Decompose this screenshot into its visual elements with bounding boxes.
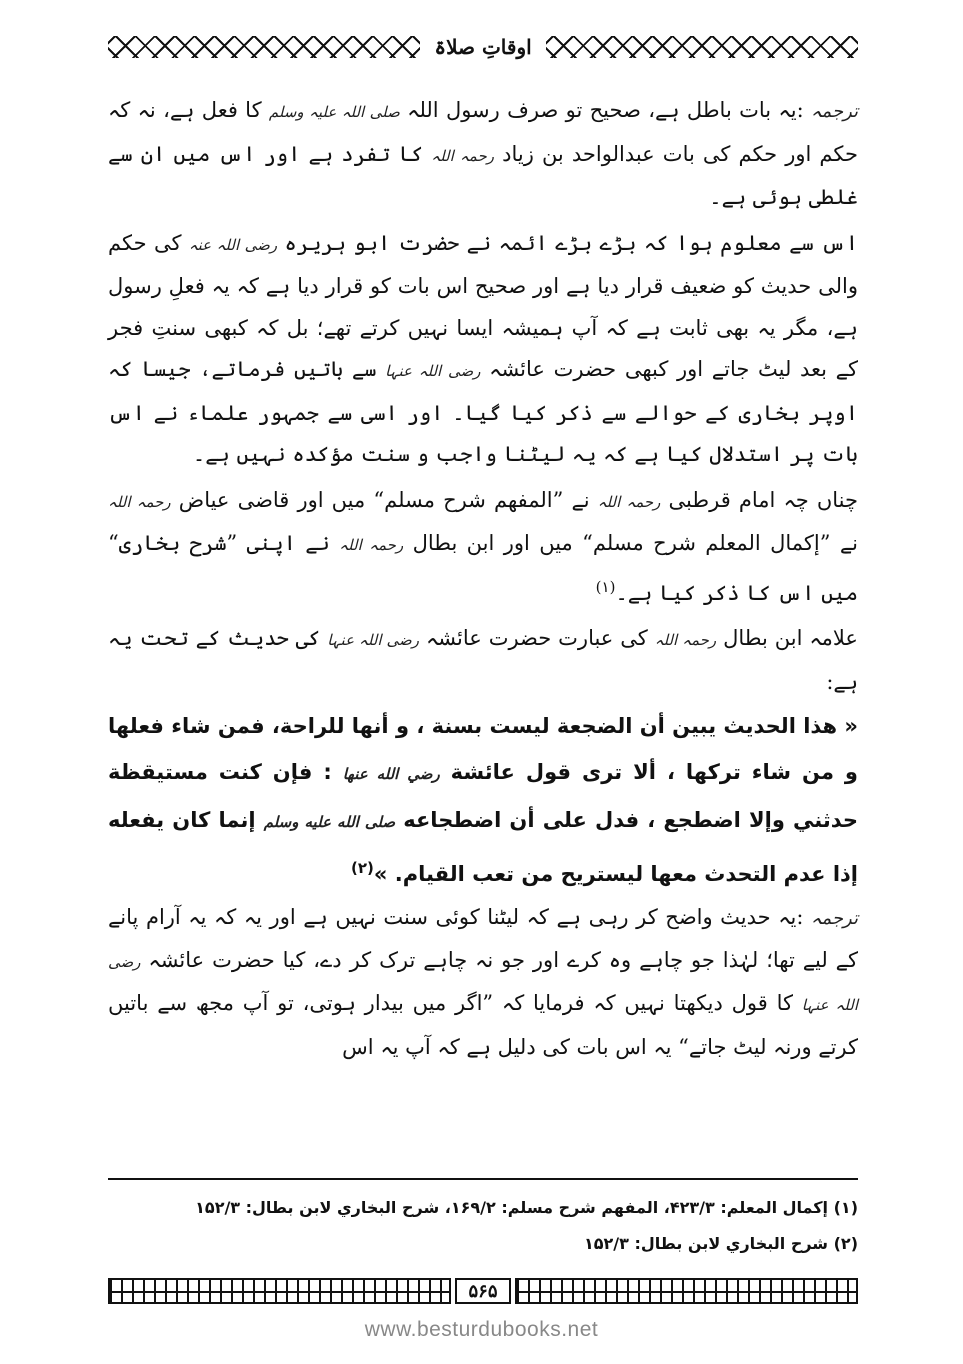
footnotes (108, 1190, 858, 1262)
honorific: رضی اللہ عنہا (385, 362, 481, 380)
footnote-ref-2[interactable]: (۲) (351, 859, 374, 877)
footer-ornament-right (515, 1278, 858, 1304)
paragraph-3: چناں چہ امام قرطبی رحمہ اللہ نے ”المفهم شرح مسلم“ میں اور قاضی عیاض رحمہ اللہ نے ”إكمال المعلم شرح مسلم“ میں اور ابن بطال رحمہ اللہ نے اپنی ”شرح بخاری“ میں اس کا ذکر کیا ہے۔$^{(۱)}$ (108, 487, 858, 605)
paragraph-translation-2: ترجمہ :یہ حدیث واضح کر رہی ہے کہ لیٹنا کوئی سنت نہیں ہے اور یہ کہ یہ آرام پانے کے لیے تھا؛ لہٰذا جو چاہے وہ کرے اور جو نہ چاہے ترک کر دے، کیا حضرت عائشہ رضی اللہ عنہا کا قول دیکھتا نہیں کہ فرمایا کہ ”اگر میں بیدار ہوتی، تو آپ مجھ سے باتیں کرتے ورنہ لیٹ جاتے“ یہ اس بات کی دلیل ہے کہ آپ یہ اس (108, 905, 858, 1059)
page-header (108, 30, 858, 64)
paragraph-translation-1: ترجمہ :یہ بات باطل ہے، صحیح تو صرف رسول اللہ صلی اللہ علیہ وسلم کا فعل ہے، نہ کہ حکم اور حکم کی بات عبدالواحد بن زیاد رحمہ اللہ کا تفرد ہے اور اس میں ان سے غلطی ہوئی ہے۔ (108, 98, 859, 209)
arabic-quotation: « هذا الحديث يبين أن الضجعة ليست بسنة ، و أنها للراحة، فمن شاء فعلها و من شاء تركها ، ألا ترى قول عائشة رضي الله عنها : فإن كنت مستيقظة حدثني وإلا اضطجع ، فدل على أن اضطجاعه صلى الله عليه وسلم إنما كان يفعله إذا عدم التحدث معها ليستريح من تعب القيام. »$^{(۲)}$ (108, 714, 858, 886)
honorific: رحمہ اللہ (654, 631, 717, 649)
paragraph-4: علامہ ابن بطال رحمہ اللہ کی عبارت حضرت عائشہ رضی اللہ عنہا کی حدیث کے تحت یہ ہے: (108, 626, 858, 694)
page-number: ۵۶۵ (455, 1278, 511, 1304)
footnote-ref-1[interactable]: (۱) (595, 577, 616, 596)
translation-label: ترجمہ (810, 908, 858, 929)
main-text (108, 90, 858, 1068)
translation-label: ترجمہ (810, 101, 859, 122)
honorific: رضی اللہ عنہا (108, 952, 858, 1014)
page-footer (108, 1278, 858, 1304)
header-ornament-right (546, 36, 858, 58)
paragraph-2: اس سے معلوم ہوا کہ بڑے بڑے ائمہ نے حضرت ابو ہریرہ رضی اللہ عنہ کی حکم والی حدیث کو ضعیف قرار دیا ہے اور صحیح اس بات کو قرار دیا ہے کہ یہ فعلِ رسول ہے، مگر یہ بھی ثابت ہے کہ آپ ہمیشہ ایسا نہیں کرتے تھے؛ بل کہ کبھی سنتِ فجر کے بعد لیٹ جاتے اور کبھی حضرت عائشہ رضی اللہ عنہا سے باتیں فرماتے، جیسا کہ اوپر بخاری کے حوالے سے ذکر کیا گیا۔ اور اسی سے جمہور علماء نے اس بات پر استدلال کیا ہے کہ یہ لیٹنا واجب و سنت مؤکدہ نہیں ہے۔ (108, 230, 859, 466)
honorific: رحمہ اللہ (431, 146, 494, 165)
honorific: رضی اللہ عنہا (327, 631, 420, 649)
running-title: اوقاتِ صلاۃ (434, 35, 532, 59)
footnote-2: (۲) شرح البخاري لابن بطال: ۱۵۲/۳ (583, 1234, 858, 1253)
honorific: رحمہ اللہ (339, 536, 404, 554)
header-ornament-left (108, 36, 420, 58)
footnote-1: (۱) إكمال المعلم: ۴۲۳/۳، المفهم شرح مسلم: ۱۶۹/۲، شرح البخاري لابن بطال: ۱۵۲/۳ (195, 1198, 858, 1217)
honorific: رحمہ اللہ (597, 492, 661, 511)
honorific: رضي الله عنها (342, 765, 440, 783)
honorific: رضی اللہ عنہ (188, 235, 278, 254)
honorific: صلى الله عليه وسلم (263, 813, 396, 831)
honorific: صلی اللہ علیہ وسلم (268, 103, 400, 121)
honorific: رحمہ اللہ (108, 492, 171, 511)
footer-ornament-left (108, 1278, 451, 1304)
source-url[interactable]: www.besturdubooks.net (364, 1318, 599, 1341)
footnote-divider (108, 1178, 858, 1180)
